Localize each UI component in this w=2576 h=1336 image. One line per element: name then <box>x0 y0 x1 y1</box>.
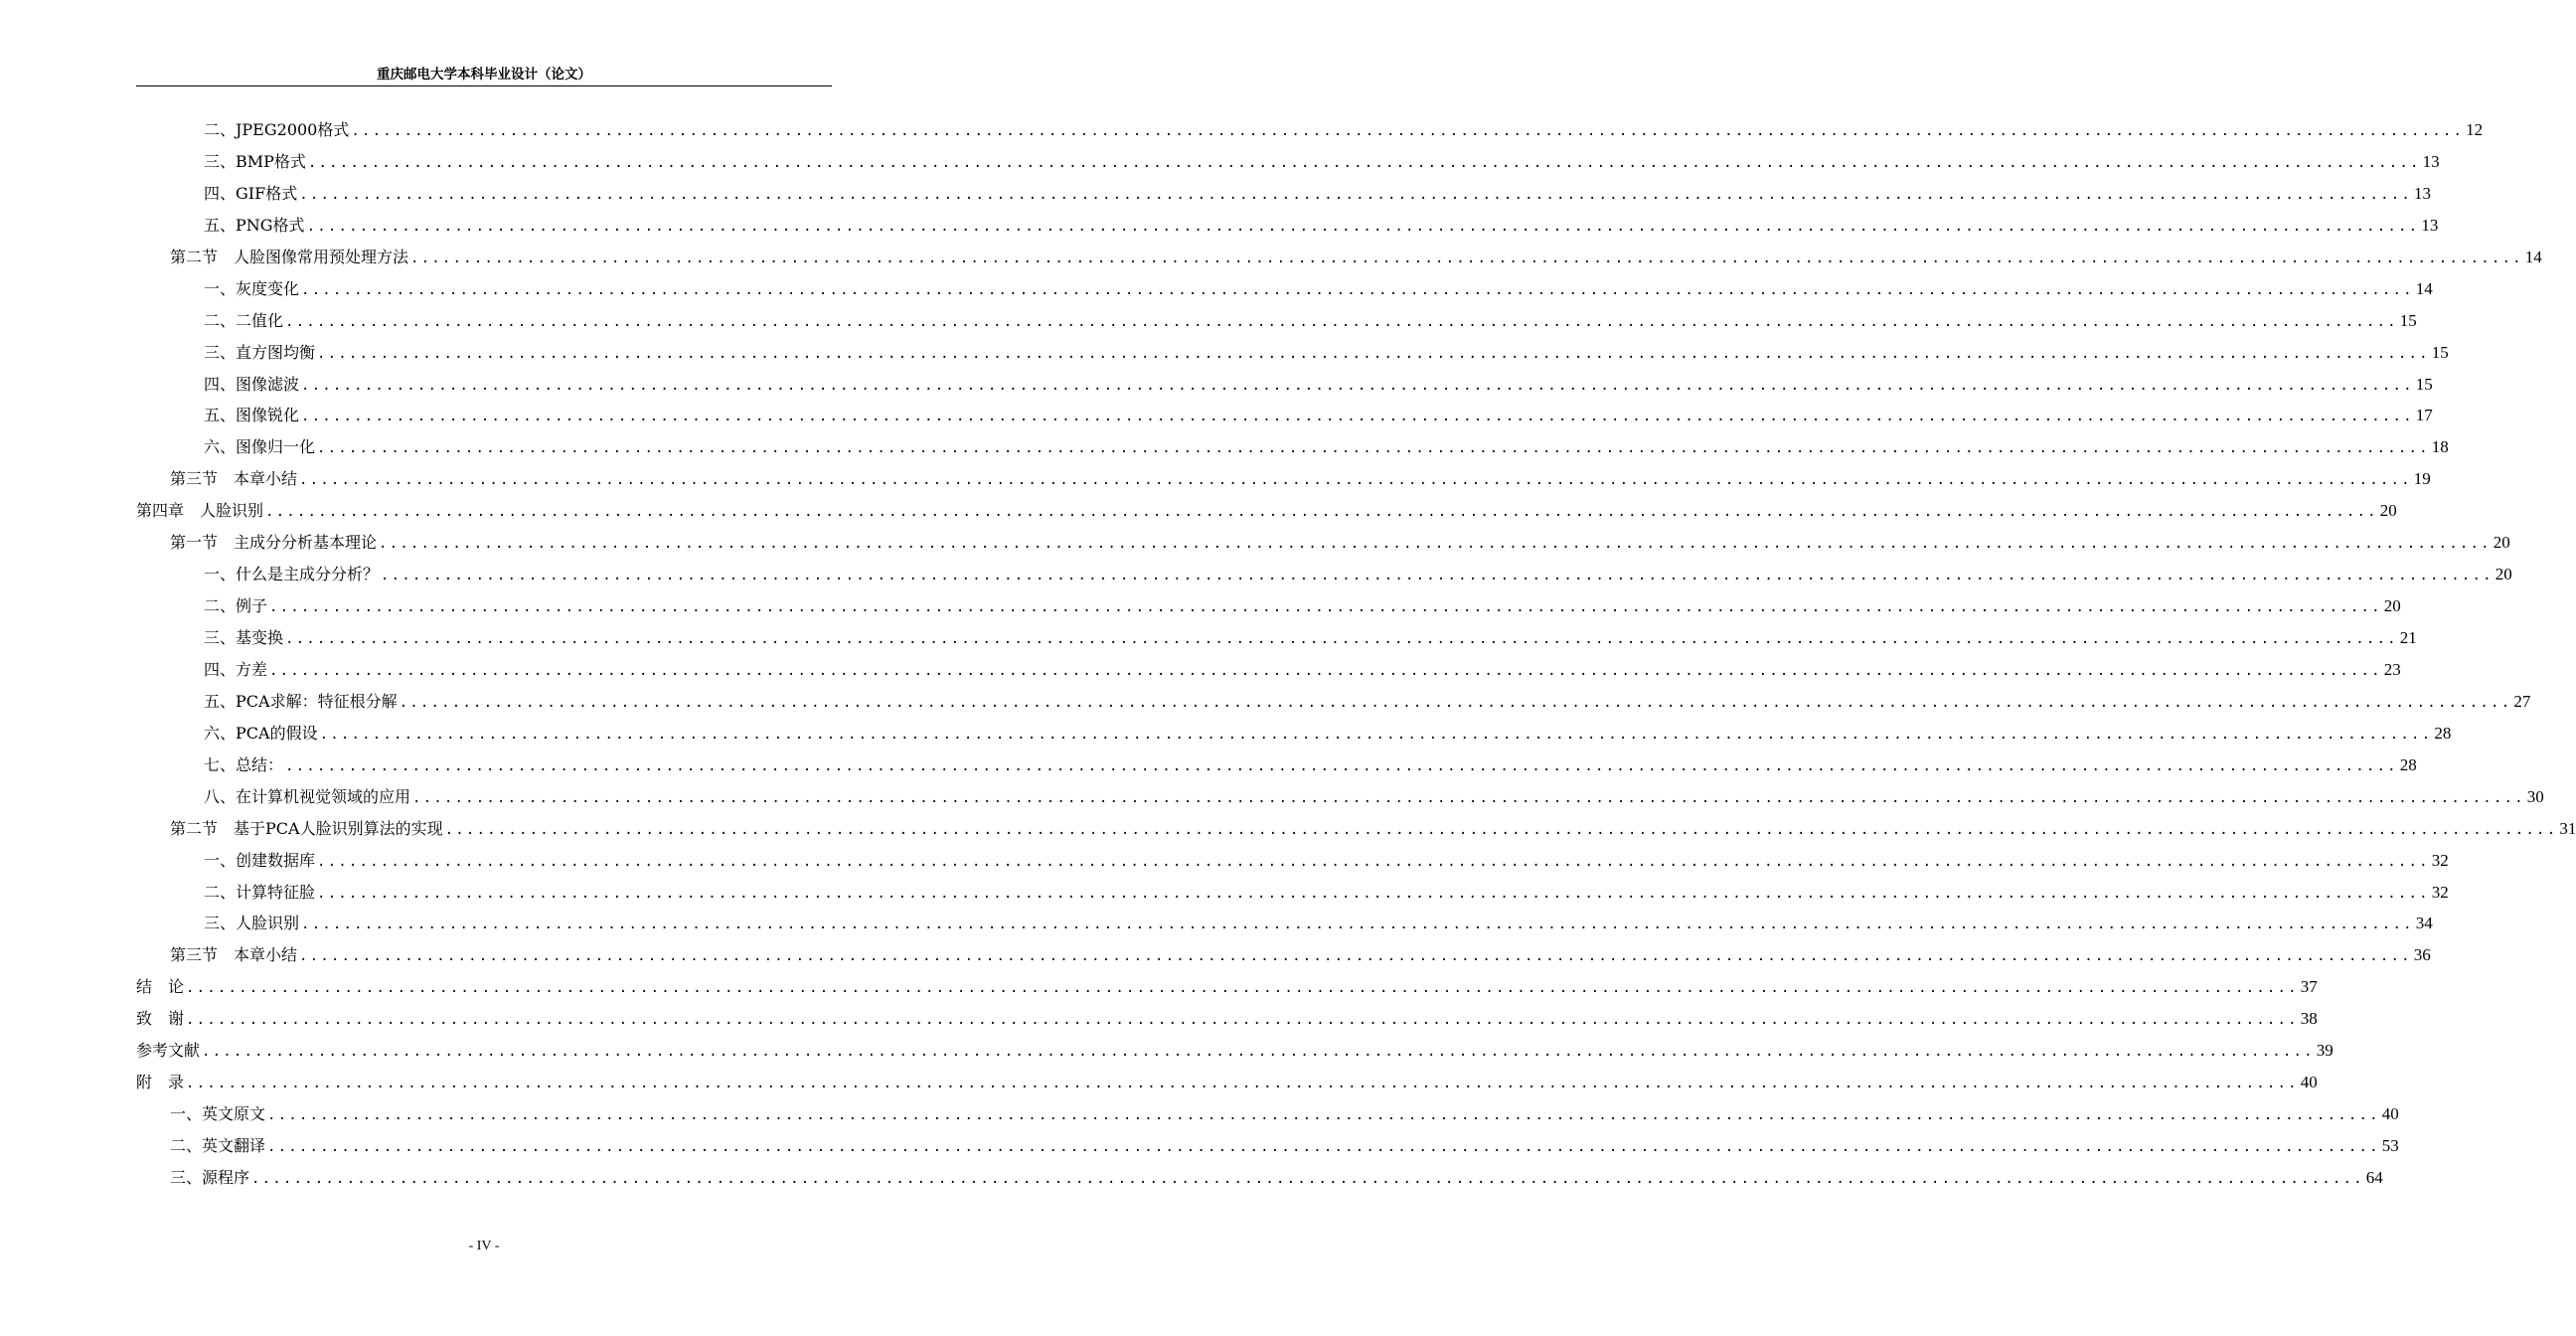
dot-leader: ........................................................................................................................................................................................................ <box>285 631 2398 647</box>
table-of-contents <box>136 114 2576 1194</box>
toc-entry[interactable] <box>136 1035 2334 1067</box>
toc-entry-title: 三、BMP格式 <box>204 151 306 171</box>
toc-entry-page: 32 <box>2431 850 2449 870</box>
toc-entry[interactable] <box>136 654 2401 686</box>
toc-entry-page: 39 <box>2316 1041 2334 1061</box>
toc-entry-title: 八、在计算机视觉领域的应用 <box>204 786 411 806</box>
toc-entry-title: 四、方差 <box>204 659 268 679</box>
header-rule <box>136 85 832 86</box>
toc-entry[interactable] <box>136 337 2449 369</box>
dot-leader: ........................................................................................................................................................................................................ <box>186 1012 2299 1029</box>
dot-leader: ........................................................................................................................................................................................................ <box>301 377 2414 394</box>
toc-entry[interactable] <box>136 431 2449 463</box>
toc-entry-page: 28 <box>2434 723 2452 743</box>
toc-entry-page: 13 <box>2421 215 2439 235</box>
dot-leader: ........................................................................................................................................................................................................ <box>379 536 2492 553</box>
toc-entry[interactable] <box>136 1130 2399 1162</box>
toc-entry-page: 19 <box>2413 469 2431 489</box>
dot-leader: ........................................................................................................................................................................................................ <box>267 1107 2380 1124</box>
dot-leader: ........................................................................................................................................................................................................ <box>301 409 2414 425</box>
dot-leader: ........................................................................................................................................................................................................ <box>299 948 2412 965</box>
toc-entry-title: 第三节 本章小结 <box>170 945 298 965</box>
toc-entry[interactable] <box>136 273 2433 305</box>
dot-leader: ........................................................................................................................................................................................................ <box>307 154 2421 171</box>
dot-leader: ........................................................................................................................................................................................................ <box>317 885 2430 902</box>
toc-entry[interactable] <box>136 781 2544 813</box>
toc-entry[interactable] <box>136 369 2433 401</box>
toc-entry-page: 36 <box>2413 945 2431 965</box>
toc-entry[interactable] <box>136 1003 2318 1035</box>
dot-leader: ........................................................................................................................................................................................................ <box>306 218 2420 235</box>
toc-entry-page: 64 <box>2365 1167 2383 1187</box>
toc-entry[interactable] <box>136 1098 2399 1130</box>
toc-entry[interactable] <box>136 463 2431 495</box>
dot-leader: ........................................................................................................................................................................................................ <box>285 313 2398 330</box>
toc-entry-title: 六、图像归一化 <box>204 437 316 457</box>
toc-entry-page: 21 <box>2399 628 2417 647</box>
toc-entry-title: 第三节 本章小结 <box>170 469 298 489</box>
toc-entry[interactable] <box>136 908 2433 939</box>
dot-leader: ........................................................................................................................................................................................................ <box>301 281 2414 298</box>
toc-entry[interactable] <box>136 622 2417 654</box>
toc-entry-page: 17 <box>2415 406 2433 425</box>
toc-entry[interactable] <box>136 114 2484 146</box>
toc-entry-page: 31 <box>2559 818 2576 838</box>
toc-entry[interactable] <box>136 210 2439 242</box>
toc-entry-title: 一、什么是主成分分析？ <box>204 565 380 584</box>
dot-leader: ........................................................................................................................................................................................................ <box>299 186 2412 203</box>
toc-entry[interactable] <box>136 813 2576 845</box>
toc-entry-page: 15 <box>2415 374 2433 394</box>
dot-leader: ........................................................................................................................................................................................................ <box>317 440 2430 457</box>
toc-entry[interactable] <box>136 146 2440 178</box>
toc-entry[interactable] <box>136 1162 2383 1194</box>
toc-entry[interactable] <box>136 242 2542 273</box>
toc-entry[interactable] <box>136 178 2431 210</box>
toc-entry-title: 五、PCA求解：特征根分解 <box>204 691 398 711</box>
dot-leader: ........................................................................................................................................................................................................ <box>381 568 2494 584</box>
toc-entry-title: 二、二值化 <box>204 310 284 330</box>
toc-entry-title: 致 谢 <box>136 1009 185 1029</box>
dot-leader: ........................................................................................................................................................................................................ <box>444 821 2558 838</box>
toc-entry-page: 23 <box>2383 659 2401 679</box>
dot-leader: ........................................................................................................................................................................................................ <box>412 789 2525 806</box>
toc-entry-title: 二、例子 <box>204 596 268 616</box>
dot-leader: ........................................................................................................................................................................................................ <box>399 694 2512 711</box>
toc-entry-page: 12 <box>2466 120 2484 139</box>
toc-entry-title: 第二节 基于PCA人脸识别算法的实现 <box>170 818 443 838</box>
toc-entry-page: 18 <box>2431 437 2449 457</box>
page-number: - IV - <box>468 1239 500 1253</box>
toc-entry[interactable] <box>136 305 2417 337</box>
dot-leader: ........................................................................................................................................................................................................ <box>317 345 2430 362</box>
toc-entry[interactable] <box>136 1067 2318 1098</box>
dot-leader: ........................................................................................................................................................................................................ <box>267 1139 2380 1155</box>
toc-entry-page: 27 <box>2513 691 2531 711</box>
dot-leader: ........................................................................................................................................................................................................ <box>319 726 2433 743</box>
toc-entry-title: 三、源程序 <box>170 1167 250 1187</box>
toc-entry-page: 28 <box>2399 754 2417 774</box>
toc-entry-page: 14 <box>2524 247 2542 266</box>
toc-entry-title: 六、PCA的假设 <box>204 723 318 743</box>
toc-entry-title: 三、基变换 <box>204 628 284 647</box>
toc-entry[interactable] <box>136 877 2449 909</box>
dot-leader: ........................................................................................................................................................................................................ <box>186 980 2299 997</box>
toc-entry-page: 14 <box>2415 278 2433 298</box>
toc-entry-page: 20 <box>2495 565 2512 584</box>
toc-entry-title: 一、英文原文 <box>170 1104 266 1124</box>
toc-entry-page: 20 <box>2383 596 2401 616</box>
dot-leader: ........................................................................................................................................................................................................ <box>299 472 2412 489</box>
toc-entry-title: 附 录 <box>136 1073 185 1092</box>
toc-entry-title: 一、创建数据库 <box>204 850 316 870</box>
toc-entry[interactable] <box>136 590 2401 622</box>
toc-entry[interactable] <box>136 495 2397 527</box>
dot-leader: ........................................................................................................................................................................................................ <box>269 662 2382 679</box>
toc-entry-title: 二、JPEG2000格式 <box>204 120 350 139</box>
toc-entry-page: 13 <box>2422 151 2440 171</box>
toc-entry[interactable] <box>136 845 2449 877</box>
dot-leader: ........................................................................................................................................................................................................ <box>410 250 2523 266</box>
toc-entry-title: 三、人脸识别 <box>204 914 300 933</box>
toc-entry-page: 20 <box>2379 501 2397 521</box>
toc-entry-page: 38 <box>2300 1009 2318 1029</box>
toc-entry-page: 40 <box>2381 1104 2399 1124</box>
toc-entry[interactable] <box>136 559 2512 590</box>
toc-entry-title: 第一节 主成分分析基本理论 <box>170 533 378 553</box>
toc-entry[interactable] <box>136 939 2431 971</box>
toc-entry-page: 53 <box>2381 1136 2399 1155</box>
toc-entry[interactable] <box>136 686 2531 718</box>
toc-entry-title: 四、GIF格式 <box>204 183 298 203</box>
toc-entry-title: 二、英文翻译 <box>170 1136 266 1155</box>
toc-entry-title: 二、计算特征脸 <box>204 882 316 902</box>
dot-leader: ........................................................................................................................................................................................................ <box>186 1076 2299 1092</box>
toc-entry-title: 一、灰度变化 <box>204 278 300 298</box>
toc-entry-title: 四、图像滤波 <box>204 374 300 394</box>
toc-entry-title: 五、PNG格式 <box>204 215 305 235</box>
dot-leader: ........................................................................................................................................................................................................ <box>202 1044 2315 1061</box>
toc-entry[interactable] <box>136 750 2417 781</box>
toc-entry-title: 参考文献 <box>136 1041 201 1061</box>
toc-entry-title: 三、直方图均衡 <box>204 342 316 362</box>
toc-entry-page: 15 <box>2431 342 2449 362</box>
toc-entry[interactable] <box>136 971 2318 1003</box>
toc-entry-title: 第四章 人脸识别 <box>136 501 264 521</box>
dot-leader: ........................................................................................................................................................................................................ <box>269 599 2382 616</box>
toc-entry-page: 13 <box>2413 183 2431 203</box>
toc-entry-page: 30 <box>2526 786 2544 806</box>
dot-leader: ........................................................................................................................................................................................................ <box>351 123 2465 139</box>
toc-entry[interactable] <box>136 718 2452 750</box>
toc-entry[interactable] <box>136 527 2510 559</box>
toc-entry-page: 40 <box>2300 1073 2318 1092</box>
toc-entry-title: 五、图像锐化 <box>204 406 300 425</box>
dot-leader: ........................................................................................................................................................................................................ <box>265 504 2378 521</box>
toc-entry[interactable] <box>136 400 2433 431</box>
toc-entry-page: 37 <box>2300 977 2318 997</box>
toc-entry-title: 结 论 <box>136 977 185 997</box>
dot-leader: ........................................................................................................................................................................................................ <box>317 853 2430 870</box>
dot-leader: ........................................................................................................................................................................................................ <box>251 1170 2364 1187</box>
dot-leader: ........................................................................................................................................................................................................ <box>285 757 2398 774</box>
toc-entry-title: 七、总结： <box>204 754 284 774</box>
toc-entry-page: 15 <box>2399 310 2417 330</box>
toc-entry-title: 第二节 人脸图像常用预处理方法 <box>170 247 409 266</box>
dot-leader: ........................................................................................................................................................................................................ <box>301 917 2414 933</box>
toc-entry-page: 20 <box>2493 533 2510 553</box>
page-header: 重庆邮电大学本科毕业设计（论文） <box>377 67 591 83</box>
toc-entry-page: 32 <box>2431 882 2449 902</box>
toc-entry-page: 34 <box>2415 914 2433 933</box>
